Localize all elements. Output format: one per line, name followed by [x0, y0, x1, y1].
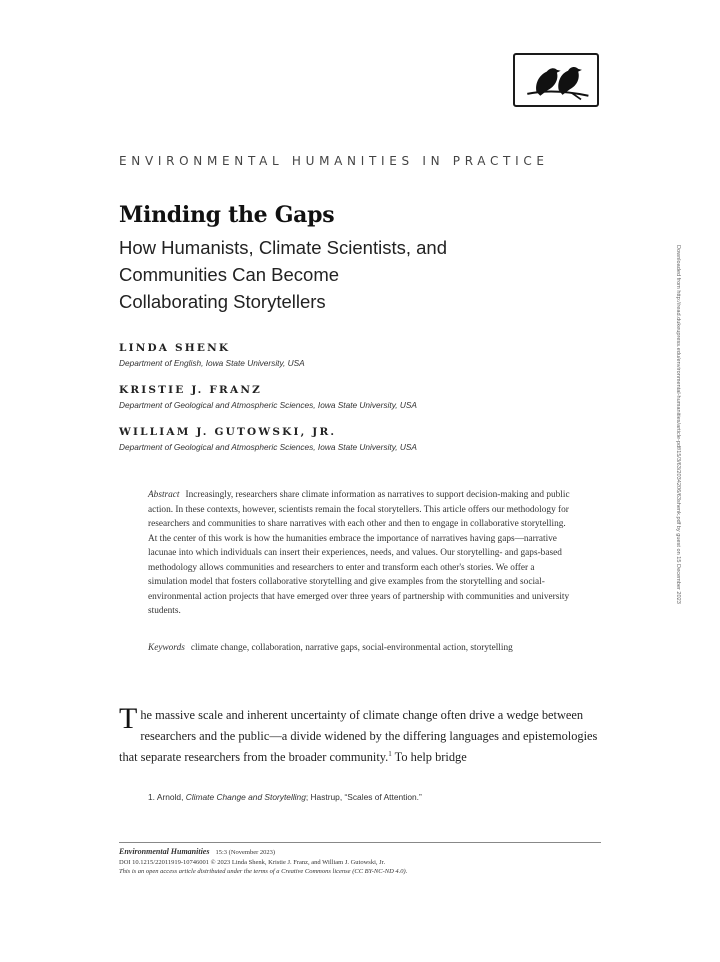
abstract-label: Abstract	[148, 490, 180, 500]
author-affiliation: Department of English, Iowa State University, USA	[119, 358, 305, 368]
author-block	[119, 384, 417, 410]
body-text: he massive scale and inherent uncertainty of climate change often drive a wedge between researchers and the public—a divide widened by the differing languages and epistemologies that separate researchers from the broader community.	[119, 708, 598, 764]
journal-issue: 15:3 (November 2023)	[215, 849, 276, 856]
download-notice: Downloaded from http://read.dukeupress.edu/environmental-humanities/article-pdf/15/3/63/2034206/63shenk.pdf by guest on 15 December 2023	[675, 245, 681, 604]
author-name: KRISTIE J. FRANZ	[119, 384, 262, 396]
footnote-reference[interactable]: 1	[388, 749, 392, 758]
author-affiliation: Department of Geological and Atmospheric Sciences, Iowa State University, USA	[119, 400, 417, 410]
article-title: Minding the Gaps	[119, 202, 335, 228]
author-name: LINDA SHENK	[119, 342, 231, 354]
author-name: WILLIAM J. GUTOWSKI, JR.	[119, 426, 337, 438]
keywords	[148, 641, 574, 656]
footer-divider	[119, 842, 601, 843]
series-heading: ENVIRONMENTAL HUMANITIES IN PRACTICE	[119, 154, 549, 168]
journal-logo	[513, 53, 599, 107]
footnote-cited-title: Climate Change and Storytelling	[185, 792, 306, 802]
footnote	[148, 792, 422, 802]
doi-copyright: DOI 10.1215/22011919-10746001 © 2023 Linda Shenk, Kristie J. Franz, and William J. Gutowski, Jr.	[119, 858, 386, 866]
journal-name: Environmental Humanities	[119, 847, 210, 856]
author-block	[119, 426, 417, 452]
page-footer	[119, 847, 407, 877]
two-birds-on-branch-icon	[515, 55, 597, 105]
article-subtitle: How Humanists, Climate Scientists, and Communities Can Become Collaborating Storytellers	[119, 237, 447, 312]
body-text-continuation: To help bridge	[391, 750, 467, 764]
drop-cap: T	[119, 702, 138, 735]
license-notice: This is an open access article distributed under the terms of a Creative Commons license (CC BY-NC-ND 4.0).	[119, 868, 408, 875]
footnote-number: 1.	[148, 792, 155, 802]
abstract	[148, 488, 574, 619]
footnote-text: Arnold,	[156, 792, 184, 802]
author-affiliation: Department of Geological and Atmospheric Sciences, Iowa State University, USA	[119, 442, 417, 452]
keywords-text: climate change, collaboration, narrative gaps, social-environmental action, storytelling	[190, 643, 513, 653]
abstract-text: Increasingly, researchers share climate information as narratives to support decision-making and public action. In these contexts, however, scientists remain the focal storytellers. This article offers our methodology for researchers and communities to share narratives with each other and then to engage in collaborative storytelling. At the center of this work is how the humanities embrace the importance of narratives having gaps—narrative lacunae into which individuals can insert their experiences, needs, and values. Our storytelling- and gaps-based methodology allows communities and researchers to enter and transform each other's stories. We offer a simulation model that fosters collaborative storytelling and give examples from the storytelling and social-environmental action projects that have emerged over three years of partnership with communities and university students.	[148, 490, 570, 616]
body-paragraph	[119, 702, 601, 768]
keywords-label: Keywords	[148, 643, 185, 653]
footnote-text-end: ; Hastrup, “Scales of Attention.”	[305, 792, 422, 802]
author-block	[119, 342, 305, 368]
